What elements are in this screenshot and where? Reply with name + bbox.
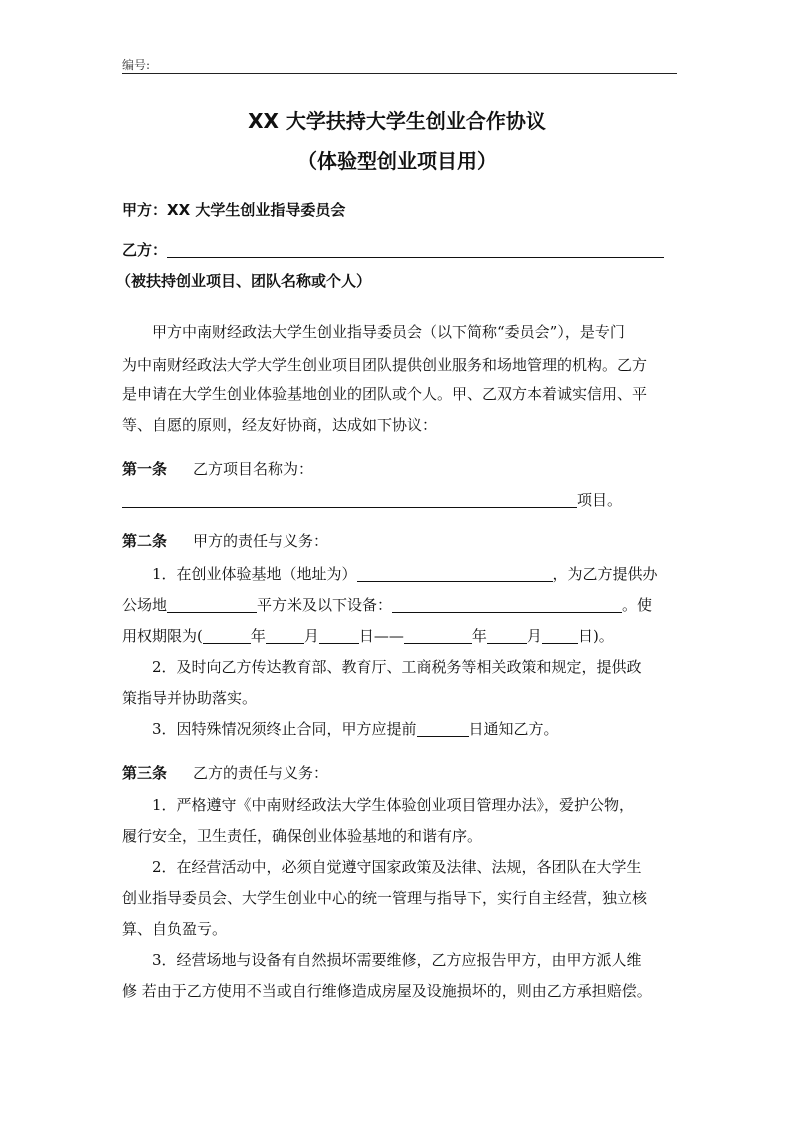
intro-line-3: 是申请在大学生创业体验基地创业的团队或个人。甲、乙双方本着诚实信用、平 xyxy=(122,385,648,403)
document-title: XX 大学扶持大学生创业合作协议 xyxy=(248,109,546,133)
item-text: ，为乙方提供办 xyxy=(552,565,658,583)
article-2-text: 甲方的责任与义务： xyxy=(193,532,329,550)
item-text: 用权期限为( xyxy=(122,627,203,645)
header-rule xyxy=(122,73,677,74)
month-label: 月 xyxy=(526,627,542,645)
serial-number-label: 编号: xyxy=(122,58,151,72)
end-day-blank[interactable] xyxy=(542,627,578,644)
item-text: 。使 xyxy=(622,596,653,614)
day-dash-label: 日—— xyxy=(358,627,404,645)
article-2-item-3 xyxy=(152,718,559,739)
article-3-item-1-line-2: 履行安全，卫生责任，确保创业体验基地的和谐有序。 xyxy=(122,827,483,845)
article-2-item-2-line-2: 策指导并协助落实。 xyxy=(122,689,258,707)
article-2-item-1-line-2 xyxy=(122,594,652,615)
party-b-note: （被扶持创业项目、团队名称或个人） xyxy=(116,272,372,290)
end-year-blank[interactable] xyxy=(404,627,472,644)
intro-line-4: 等、自愿的原则，经友好协商，达成如下协议： xyxy=(122,416,438,434)
year-label: 年 xyxy=(471,627,487,645)
project-name-blank[interactable] xyxy=(122,491,577,508)
party-b-blank[interactable] xyxy=(167,241,664,258)
article-3-item-2-line-2: 创业指导委员会、大学生创业中心的统一管理与指导下，实行自主经营，独立核 xyxy=(122,889,648,907)
article-1-text: 乙方项目名称为： xyxy=(193,460,314,478)
document-subtitle: （体验型创业项目用） xyxy=(297,149,497,173)
article-2-item-1-line-1 xyxy=(152,563,658,584)
article-3-item-2-line-1: 2．在经营活动中，必须自觉遵守国家政策及法律、法规，各团队在大学生 xyxy=(152,858,642,876)
item-text: 1．在创业体验基地（地址为） xyxy=(152,565,357,583)
article-2-item-2-line-1: 2．及时向乙方传达教育部、教育厅、工商税务等相关政策和规定，提供政 xyxy=(152,658,642,676)
article-2-item-1-line-3 xyxy=(122,625,614,646)
article-3 xyxy=(122,762,328,783)
address-blank[interactable] xyxy=(357,565,553,582)
article-3-item-3-line-1: 3．经营场地与设备有自然损坏需要维修，乙方应报告甲方，由甲方派人维 xyxy=(152,951,642,969)
item-text: 公场地 xyxy=(122,596,168,614)
area-blank[interactable] xyxy=(167,596,257,613)
article-3-item-1-line-1: 1．严格遵守《中南财经政法大学生体验创业项目管理办法》，爱护公物， xyxy=(152,796,635,814)
start-month-blank[interactable] xyxy=(266,627,304,644)
item-text: 日通知乙方。 xyxy=(468,720,559,738)
article-3-heading: 第三条 xyxy=(122,764,168,782)
article-3-text: 乙方的责任与义务： xyxy=(193,764,329,782)
article-3-item-3-line-2: 修 若由于乙方使用不当或自行维修造成房屋及设施损坏的，则由乙方承担赔偿。 xyxy=(122,982,652,1000)
end-month-blank[interactable] xyxy=(487,627,527,644)
equipment-blank[interactable] xyxy=(392,596,622,613)
intro-line-2: 为中南财经政法大学大学生创业项目团队提供创业服务和场地管理的机构。乙方 xyxy=(122,356,648,374)
notice-days-blank[interactable] xyxy=(417,720,469,737)
article-2-heading: 第二条 xyxy=(122,532,168,550)
article-1 xyxy=(122,458,313,479)
month-label: 月 xyxy=(303,627,319,645)
start-year-blank[interactable] xyxy=(203,627,251,644)
article-1-project-line xyxy=(122,489,622,510)
intro-line-1: 甲方中南财经政法大学生创业指导委员会（以下简称“委员会”），是专门 xyxy=(152,323,625,341)
party-b xyxy=(122,239,664,260)
article-1-suffix: 项目。 xyxy=(577,491,623,509)
start-day-blank[interactable] xyxy=(319,627,359,644)
party-b-label: 乙方： xyxy=(122,241,168,259)
item-text: 平方米及以下设备： xyxy=(257,596,393,614)
party-a: 甲方：XX 大学生创业指导委员会 xyxy=(122,201,346,219)
year-label: 年 xyxy=(250,627,266,645)
day-close-label: 日)。 xyxy=(577,627,614,645)
article-1-heading: 第一条 xyxy=(122,460,168,478)
item-text: 3．因特殊情况须终止合同，甲方应提前 xyxy=(152,720,417,738)
article-3-item-2-line-3: 算、自负盈亏。 xyxy=(122,920,228,938)
article-2 xyxy=(122,530,328,551)
